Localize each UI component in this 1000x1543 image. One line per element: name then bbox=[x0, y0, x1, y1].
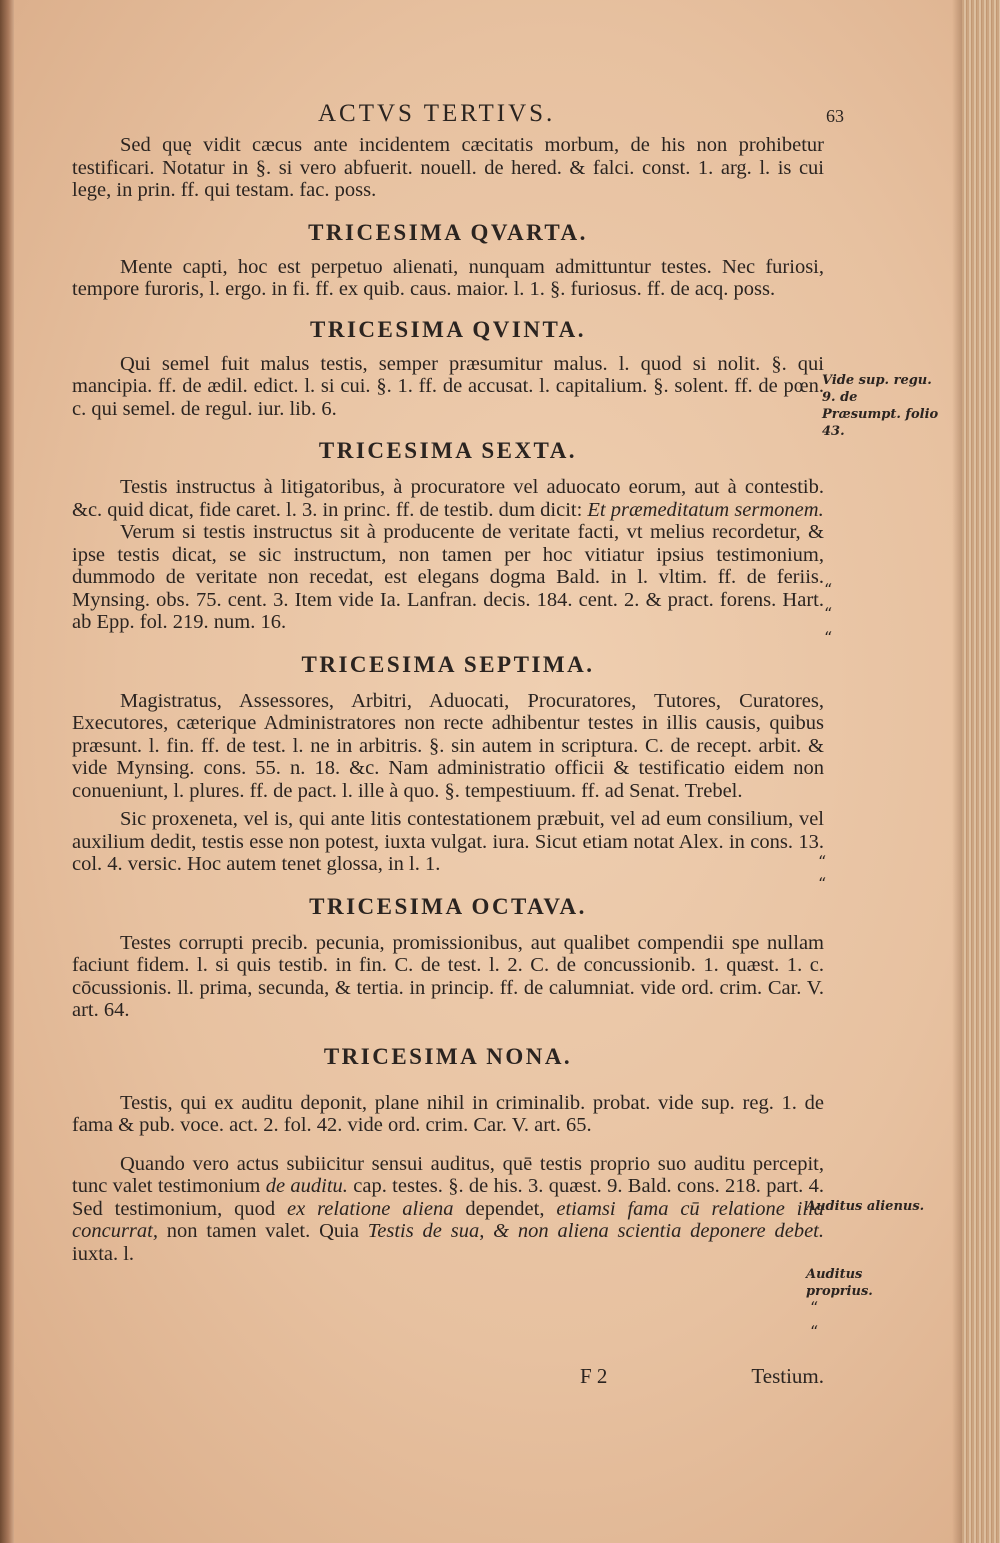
paragraph-39-2 bbox=[72, 1153, 824, 1266]
paragraph-38: Testes corrupti precib. pecunia, promissionibus, aut qualibet compendii spe nullam faciunt fidem. l. si quis testib. in fin. C. de test. l. 2. C. de concussionib. 1. quæst. 1. c. cōcussionis. ll. prima, secunda, & tertia. in princip. ff. de calumniat. vide ord. crim. Car. V. art. 64. bbox=[72, 931, 824, 1021]
margin-note-39-2: Auditus proprius. bbox=[806, 1267, 873, 1299]
catchword: Testium. bbox=[751, 1364, 824, 1388]
page-fore-edge bbox=[962, 0, 1000, 1543]
p39-2-italic-a: de auditu. bbox=[265, 1175, 348, 1197]
quote-mark-glyph: “ bbox=[810, 1322, 819, 1341]
p39-2-italic-d: Testis de sua, & non aliena scientia deponere debet. bbox=[367, 1220, 824, 1242]
paragraph-34: Mente capti, hoc est perpetuo alienati, nunquam admittuntur testes. Nec furiosi, tempore furoris, l. ergo. in fi. ff. ex quib. caus. maior. l. 1. §. furiosus. ff. de acq. poss. bbox=[72, 255, 824, 300]
heading-35: TRICESIMA QVINTA. bbox=[310, 316, 586, 342]
p39-2-e: iuxta. l. bbox=[72, 1242, 135, 1265]
binding-gutter bbox=[0, 0, 14, 1543]
heading-39: TRICESIMA NONA. bbox=[323, 1043, 573, 1069]
footer-line bbox=[72, 1364, 824, 1390]
heading-38: TRICESIMA OCTAVA. bbox=[309, 893, 587, 919]
paragraph-37-2: Sic proxeneta, vel is, qui ante litis contestationem præbuit, vel ad eum consilium, vel auxilium dedit, testis esse non potest, iuxta vulgat. iura. Sicut etiam notat Alex. in cons. 13. col. 4. versic. Hoc autem tenet glossa, in l. 1. bbox=[72, 808, 824, 875]
quote-mark-glyph: “ bbox=[818, 852, 827, 871]
signature-mark: F 2 bbox=[580, 1364, 608, 1388]
quote-mark-glyph: “ bbox=[824, 628, 833, 647]
p39-2-d: non tamen valet. Quia bbox=[157, 1220, 368, 1242]
running-title: ACTVS TERTIVS. bbox=[318, 100, 556, 127]
p39-2-a: Quando vero actus subiicitur sensui auditus, quē testis proprio suo auditu percepit, tunc valet testimonium bbox=[72, 1152, 824, 1197]
paragraph-36-2: Verum si testis instructus sit à producente de veritate facti, vt melius recordetur, & ipse testis dicat, se sic instructum, non tamen per hoc vitiatur ipsius testimonium, dummodo de veritate non recedat, est elegans dogma Bald. in l. vltim. ff. de feriis. Mynsing. obs. 75. cent. 3. Item vide Ia. Lanfran. decis. 184. cent. 2. & pract. forens. Hart. ab Epp. fol. 219. num. 16. bbox=[72, 521, 824, 633]
p39-2-italic-b: ex relatione aliena bbox=[287, 1197, 454, 1220]
p39-2-b: cap. testes. §. de his. 3. quæst. 9. Bald. cons. 218. part. 4. Sed testimonium, quod bbox=[72, 1175, 824, 1220]
p39-2-italic-c: etiamsi fama cū relatione illa concurrat, bbox=[72, 1197, 825, 1242]
paragraph-36-1 bbox=[72, 476, 824, 521]
quote-mark-glyph: “ bbox=[818, 874, 827, 893]
quote-mark-glyph: “ bbox=[810, 1298, 819, 1317]
paragraph-39-1: Testis, qui ex auditu deponit, plane nihil in criminalib. probat. vide sup. reg. 1. de fama & pub. voce. act. 2. fol. 42. vide ord. crim. Car. V. art. 65. bbox=[72, 1091, 824, 1136]
running-head bbox=[72, 100, 844, 134]
paragraph-35: Qui semel fuit malus testis, semper præsumitur malus. l. quod si nolit. §. qui mancipia. ff. de ædil. edict. l. si cui. §. 1. ff. de accusat. l. capitalium. §. solent. ff. de pœn. c. qui semel. de regul. iur. lib. 6. bbox=[72, 352, 824, 420]
margin-note-39-1: Auditus alienus. bbox=[806, 1199, 925, 1214]
paragraph-36-1-text: Testis instructus à litigatoribus, à procuratore vel aduocato eorum, aut à contestib. &c. quid dicat, fide caret. l. 3. in princ. ff. de testib. dum dicit: bbox=[72, 476, 824, 521]
heading-36: TRICESIMA SEXTA. bbox=[318, 438, 578, 463]
paragraph-36-1-italic: Et præmeditatum sermonem. bbox=[587, 498, 824, 521]
heading-34: TRICESIMA QVARTA. bbox=[308, 219, 588, 245]
quote-mark-glyph: “ bbox=[824, 604, 833, 623]
p39-2-c: dependet, bbox=[453, 1197, 557, 1220]
heading-37: TRICESIMA SEPTIMA. bbox=[301, 651, 595, 677]
intro-paragraph: Sed quę vidit cæcus ante incidentem cæcitatis morbum, de his non prohibetur testificari. Notatur in §. si vero abfuerit. nouell. de hered. & falci. const. 1. arg. l. is cui lege, in prin. ff. qui testam. fac. poss. bbox=[72, 134, 824, 201]
folio-number: 63 bbox=[826, 106, 844, 126]
margin-note-35: Vide sup. regu. 9. de Præsumpt. folio 43. bbox=[822, 373, 939, 439]
paragraph-37-1: Magistratus, Assessores, Arbitri, Aduocati, Procuratores, Tutores, Curatores, Executores, cæterique Administratores non recte adhibentur testes in illis causis, quibus præsunt. l. fin. ff. de test. l. ne in arbitris. §. sin autem in scriptura. C. de recept. arbit. & vide Mynsing. cons. 55. n. 18. &c. Nam administratio officii & testificatio eidem non conueniunt, l. plures. ff. de pact. l. ille à quo. §. tempestiuum. ff. ad Senat. Trebel. bbox=[72, 689, 824, 802]
quote-mark-glyph: “ bbox=[824, 580, 833, 599]
page-edge-shadow bbox=[952, 0, 962, 1543]
text-block bbox=[72, 100, 844, 1265]
